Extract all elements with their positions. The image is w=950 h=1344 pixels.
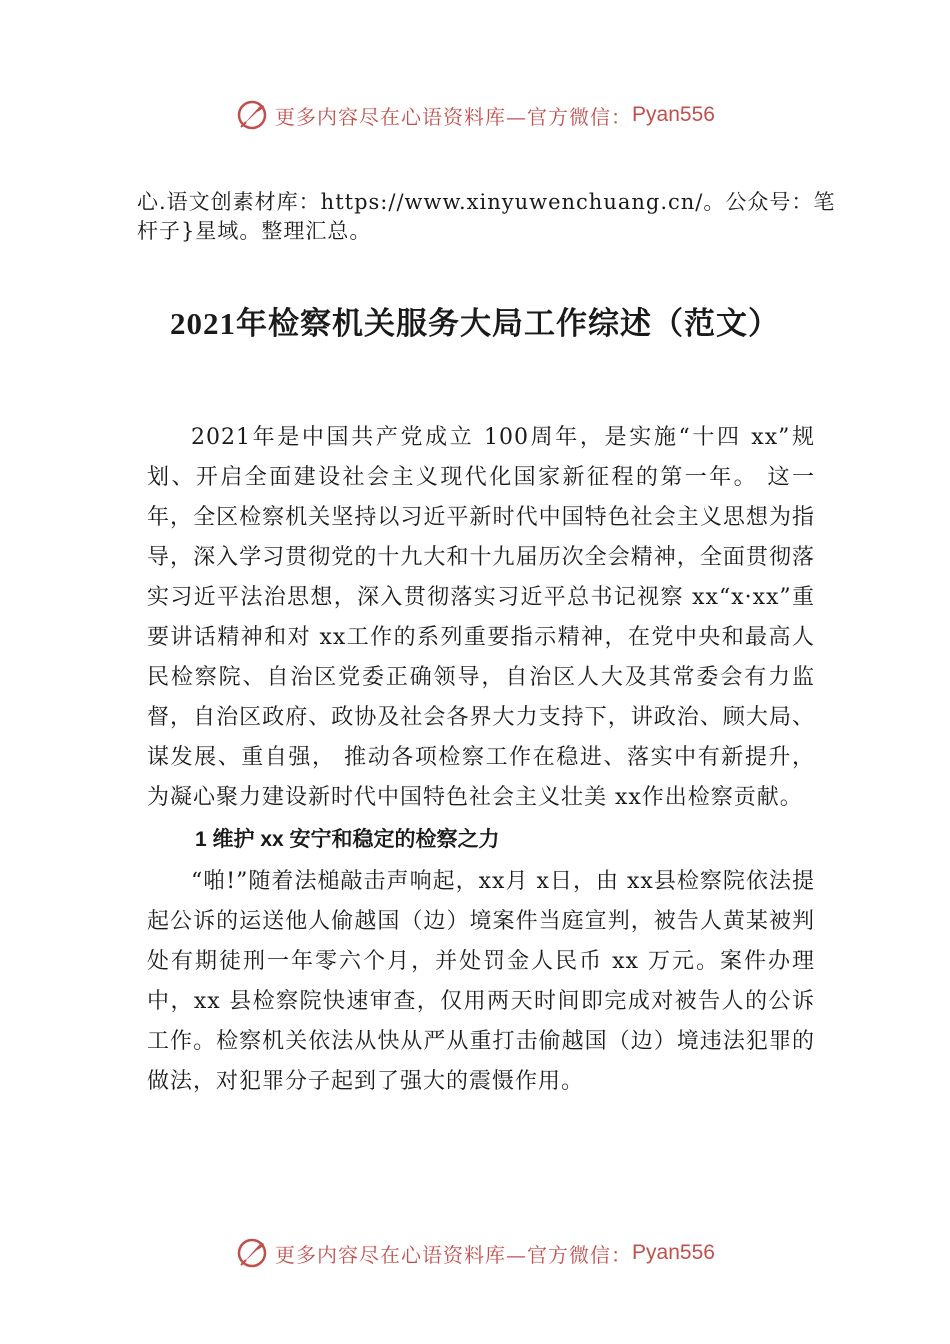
banner-text: 更多内容尽在心语资料库—官方微信： bbox=[275, 1242, 633, 1267]
banner-content bbox=[235, 98, 715, 132]
quill-logo-icon bbox=[235, 1236, 269, 1270]
document-title: 2021年检察机关服务大局工作综述（范文） bbox=[170, 306, 780, 341]
wechat-id: Pyan556 bbox=[632, 1241, 715, 1264]
wechat-id: Pyan556 bbox=[632, 103, 715, 126]
body-paragraph: “啪!”随着法槌敲击声响起，xx月 x日，由 xx县检察院依法提起公诉的运送他人偷越国（边）境案件当庭宣判，被告人黄某被判处有期徒刑一年零六个月，并处罚金人民币 xx 万元。案件办理中，xx 县检察院快速审查，仅用两天时间即完成对被告人的公诉工作。检察机关依法从快从严从重打击偷越国（边）境违法犯罪的做法，对犯罪分子起到了强大的震慑作用。 bbox=[147, 869, 815, 1094]
quill-logo-icon bbox=[235, 98, 269, 132]
body-paragraph: 2021年是中国共产党成立 100周年，是实施“十四 xx”规划、开启全面建设社会主义现代化国家新征程的第一年。 这一年，全区检察机关坚持以习近平新时代中国特色社会主义思想为指导，深入学习贯彻党的十九大和十九届历次全会精神，全面贯彻落实习近平法治思想，深入贯彻落实习近平总书记视察 xx“x·xx”重要讲话精神和对 xx工作的系列重要指示精神，在党中央和最高人民检察院、自治区党委正确领导，自治区人大及其常委会有力监督，自治区政府、政协及社会各界大力支持下，讲政治、顾大局、谋发展、重自强， 推动各项检察工作在稳进、落实中有新提升，为凝心聚力建设新时代中国特色社会主义壮美 xx作出检察贡献。 bbox=[147, 425, 815, 810]
banner-text: 更多内容尽在心语资料库—官方微信： bbox=[275, 104, 633, 129]
header-banner bbox=[0, 90, 950, 140]
source-note: 心.语文创素材库：https://www.xinyuwenchuang.cn/。公众号：笔杆子}星域。整理汇总。 bbox=[137, 190, 836, 243]
footer-banner bbox=[0, 1228, 950, 1278]
section-heading: 1 维护 xx 安宁和稳定的检察之力 bbox=[195, 828, 500, 851]
banner-content bbox=[235, 1236, 715, 1270]
document-body bbox=[147, 418, 815, 1102]
